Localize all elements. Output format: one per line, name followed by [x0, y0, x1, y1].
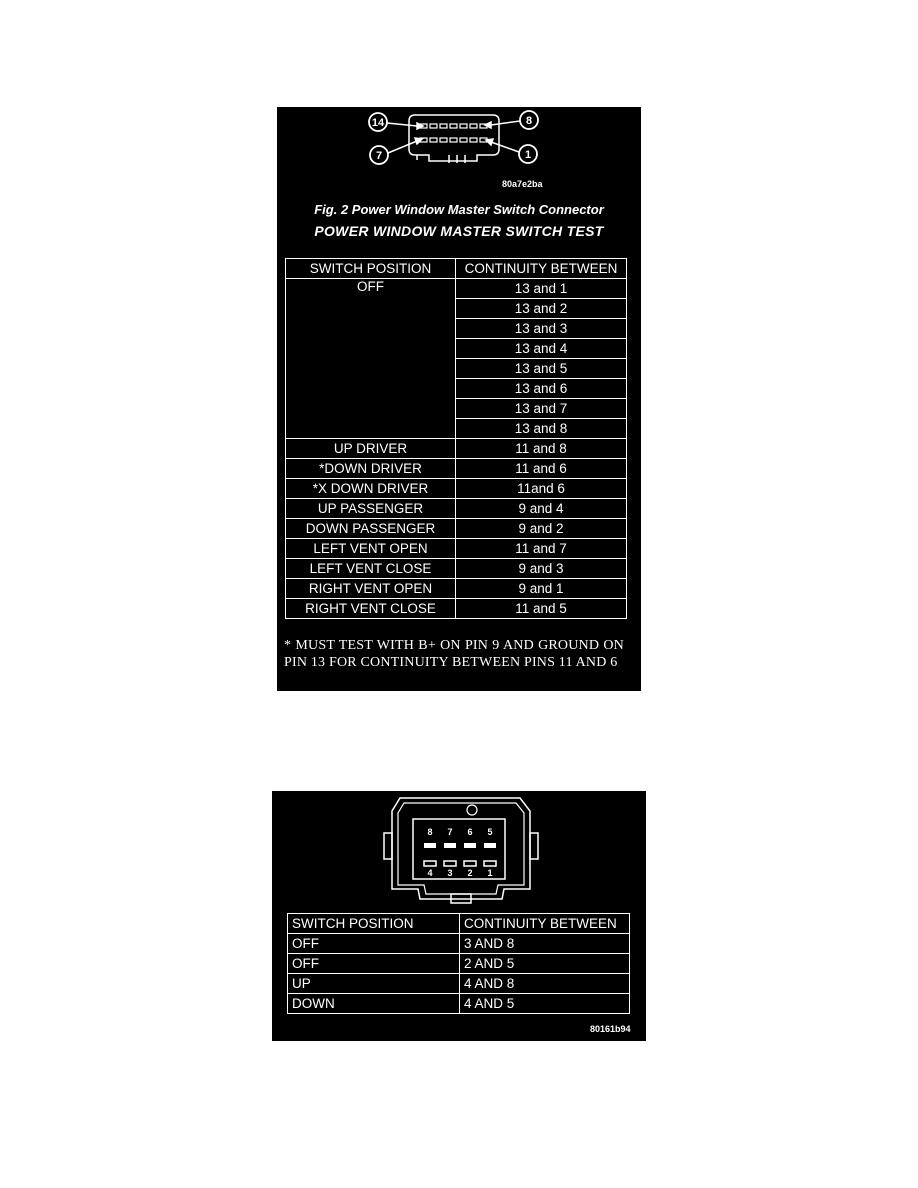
figure-caption: Fig. 2 Power Window Master Switch Connector [314, 202, 604, 217]
continuity-cell: 13 and 7 [456, 399, 627, 419]
position-cell: UP DRIVER [286, 439, 456, 459]
continuity-cell: 13 and 8 [456, 419, 627, 439]
figure-code: 80161b94 [590, 1024, 631, 1034]
table-row [286, 539, 627, 559]
continuity-cell: 13 and 6 [456, 379, 627, 399]
continuity-cell: 9 and 2 [456, 519, 627, 539]
table-row [286, 459, 627, 479]
window-switch-figure [272, 791, 646, 1041]
pin-label-2: 2 [467, 868, 473, 878]
table-row [288, 934, 630, 954]
pin-label-5: 5 [487, 827, 493, 837]
position-cell: OFF [288, 934, 460, 954]
position-cell: OFF [288, 954, 460, 974]
continuity-cell: 13 and 1 [456, 279, 627, 299]
position-cell: RIGHT VENT OPEN [286, 579, 456, 599]
pin-callout-7: 7 [375, 150, 383, 162]
position-cell: LEFT VENT CLOSE [286, 559, 456, 579]
pin-label-4: 4 [427, 868, 433, 878]
continuity-cell: 2 AND 5 [460, 954, 630, 974]
continuity-cell: 9 and 3 [456, 559, 627, 579]
pin-callout-1: 1 [524, 149, 532, 161]
header-switch-position: SWITCH POSITION [286, 259, 456, 279]
table-header-row [286, 259, 627, 279]
table-row [288, 994, 630, 1014]
table-row [286, 279, 627, 299]
continuity-cell: 13 and 3 [456, 319, 627, 339]
header-continuity-between: CONTINUITY BETWEEN [460, 914, 630, 934]
master-switch-test-table [285, 258, 627, 619]
continuity-cell: 9 and 1 [456, 579, 627, 599]
continuity-cell: 11and 6 [456, 479, 627, 499]
table-row [286, 559, 627, 579]
table-row [288, 954, 630, 974]
pin-callout-14: 14 [371, 117, 385, 129]
continuity-cell: 13 and 5 [456, 359, 627, 379]
position-cell: LEFT VENT OPEN [286, 539, 456, 559]
connector-code: 80a7e2ba [502, 179, 543, 189]
continuity-cell: 11 and 7 [456, 539, 627, 559]
header-continuity-between: CONTINUITY BETWEEN [456, 259, 627, 279]
continuity-cell: 4 AND 5 [460, 994, 630, 1014]
table-row [286, 499, 627, 519]
position-cell: RIGHT VENT CLOSE [286, 599, 456, 619]
continuity-cell: 11 and 6 [456, 459, 627, 479]
header-switch-position: SWITCH POSITION [288, 914, 460, 934]
master-switch-connector-diagram [277, 107, 641, 177]
position-off-cell: OFF [286, 279, 456, 439]
table-row [286, 579, 627, 599]
position-cell: DOWN [288, 994, 460, 1014]
test-note: * MUST TEST WITH B+ ON PIN 9 AND GROUND ON PIN 13 FOR CONTINUITY BETWEEN PINS 11 AND 6 [284, 638, 624, 670]
position-cell: UP [288, 974, 460, 994]
table-header-row [288, 914, 630, 934]
position-cell: UP PASSENGER [286, 499, 456, 519]
position-cell: DOWN PASSENGER [286, 519, 456, 539]
continuity-cell: 4 AND 8 [460, 974, 630, 994]
pin-label-6: 6 [467, 827, 473, 837]
table-row [288, 974, 630, 994]
position-cell: *DOWN DRIVER [286, 459, 456, 479]
window-switch-connector-diagram [272, 791, 646, 913]
continuity-cell: 3 AND 8 [460, 934, 630, 954]
continuity-cell: 9 and 4 [456, 499, 627, 519]
position-cell: *X DOWN DRIVER [286, 479, 456, 499]
table-row [286, 519, 627, 539]
pin-label-1: 1 [487, 868, 493, 878]
table-row [286, 479, 627, 499]
window-switch-test-table [287, 913, 630, 1014]
continuity-cell: 13 and 2 [456, 299, 627, 319]
table-row [286, 439, 627, 459]
pin-callout-8: 8 [525, 115, 533, 127]
pin-label-3: 3 [447, 868, 453, 878]
continuity-cell: 13 and 4 [456, 339, 627, 359]
pin-label-8: 8 [427, 827, 433, 837]
table-row [286, 599, 627, 619]
pin-label-7: 7 [447, 827, 453, 837]
test-title: POWER WINDOW MASTER SWITCH TEST [314, 223, 604, 239]
continuity-cell: 11 and 5 [456, 599, 627, 619]
master-switch-figure [277, 107, 641, 691]
continuity-cell: 11 and 8 [456, 439, 627, 459]
